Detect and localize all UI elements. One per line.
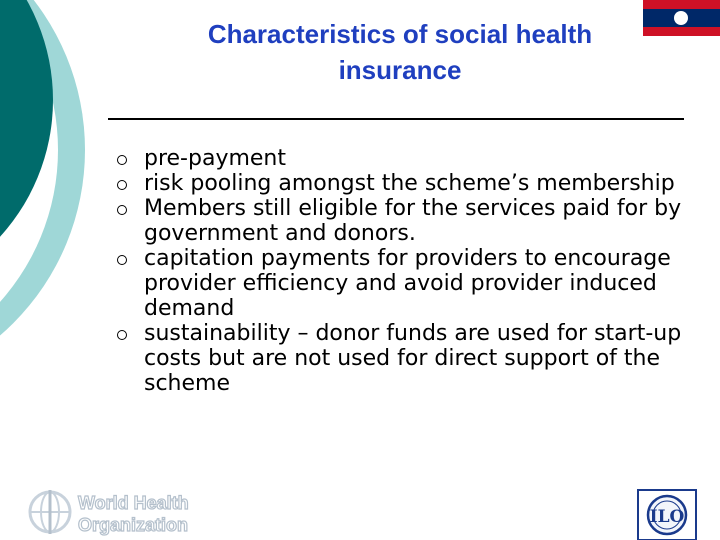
bullet-text: risk pooling amongst the scheme’s membership [144,171,675,196]
bullet-text: capitation payments for providers to encourage provider efficiency and avoid provider induced demand [144,246,671,321]
bullet-item [112,246,712,321]
who-logo-line-2: Organization [78,515,189,535]
ilo-logo-text: ILO [649,507,685,527]
title-line-1: Characteristics of social health [207,19,593,49]
bullet-marker-icon [117,330,127,340]
bullet-marker-icon [117,255,127,265]
bullet-text: sustainability – donor funds are used for start-up costs but are not used for direct support of the scheme [144,321,682,396]
who-logo [26,488,196,536]
bullet-text: Members still eligible for the services paid for by government and donors. [144,196,682,246]
bullet-item [112,146,712,171]
ilo-logo [637,489,697,540]
bullet-marker-icon [117,180,127,190]
title-line-2: insurance [338,55,462,85]
bullet-item [112,196,712,246]
bullet-marker-icon [117,155,127,165]
slide-title [120,16,680,88]
bullet-list [112,146,712,396]
bullet-item [112,321,712,396]
who-logo-line-1: World Health [78,493,189,513]
title-divider [108,118,684,120]
bullet-item [112,171,712,196]
bullet-text: pre-payment [144,146,287,171]
bullet-marker-icon [117,205,127,215]
